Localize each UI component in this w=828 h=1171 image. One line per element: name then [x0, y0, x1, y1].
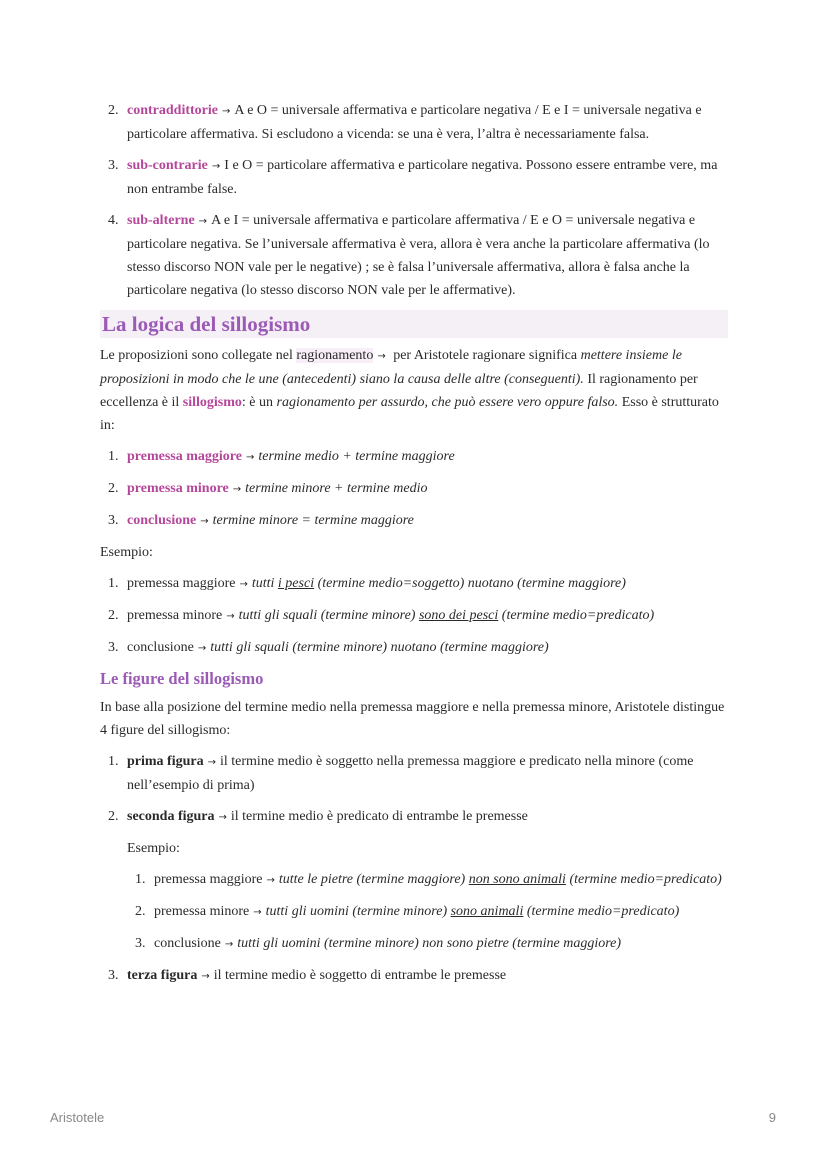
intro-text: per Aristotele ragionare significa	[389, 348, 581, 363]
intro-text: Le proposizioni sono collegate nel	[100, 348, 297, 363]
example-label: Esempio:	[100, 545, 153, 560]
list-number: 3.	[108, 968, 119, 983]
item-label: conclusione	[154, 936, 221, 951]
section-heading-sillogismo: La logica del sillogismo	[100, 310, 728, 338]
list-number: 3.	[135, 936, 146, 951]
underlined-term: non sono animali	[468, 872, 566, 887]
list-number: 4.	[108, 213, 119, 228]
list-number: 2.	[108, 481, 119, 496]
example-label: Esempio:	[127, 841, 180, 856]
desc-part: tutti gli uomini (termine minore) non sono pietre (termine maggiore)	[237, 936, 622, 951]
section-heading-figure: Le figure del sillogismo	[100, 669, 264, 688]
list-item	[100, 509, 728, 533]
desc-part: tutti	[251, 576, 278, 591]
arrow-icon: →	[226, 611, 235, 622]
list-number: 1.	[108, 576, 119, 591]
item-desc: il termine medio è soggetto nella premessa maggiore e predicato nella minore (come nell’esempio di prima)	[127, 754, 694, 793]
item-desc: il termine medio è predicato di entrambe le premesse	[230, 809, 528, 824]
list-item	[127, 868, 728, 892]
desc-part: (termine medio=predicato)	[498, 608, 655, 623]
list-item	[127, 900, 728, 924]
arrow-icon: →	[201, 971, 210, 982]
opposition-list	[100, 99, 728, 302]
list-item	[100, 636, 728, 660]
item-desc	[239, 608, 655, 623]
figures-list	[100, 750, 728, 988]
item-desc	[237, 936, 621, 951]
list-item	[100, 572, 728, 596]
term-prima-figura: prima figura	[127, 754, 204, 769]
arrow-icon: →	[232, 484, 242, 495]
list-number: 2.	[135, 904, 146, 919]
term-seconda-figura: seconda figura	[127, 809, 215, 824]
desc-part: tutte le pietre (termine maggiore)	[278, 872, 469, 887]
arrow-icon: →	[253, 907, 262, 918]
list-item	[127, 932, 728, 956]
intro-text: Esso è strutturato in:	[100, 395, 719, 433]
list-number: 1.	[108, 449, 119, 464]
item-label: premessa minore	[154, 904, 250, 919]
intro-emphasis: mettere insieme le proposizioni in modo che le une (antecedenti) siano la causa delle altre (conseguenti).	[100, 348, 682, 387]
item-desc: termine medio + termine maggiore	[258, 449, 455, 464]
term-sub-contrarie: sub-contrarie	[127, 158, 208, 173]
term-conclusione: conclusione	[127, 513, 197, 528]
list-item	[100, 964, 728, 988]
item-desc	[210, 640, 548, 655]
item-desc	[279, 872, 722, 887]
arrow-icon: →	[377, 351, 386, 362]
item-label: premessa maggiore	[127, 576, 236, 591]
arrow-icon: →	[218, 812, 227, 823]
intro-text: Il ragionamento per eccellenza è il	[100, 372, 698, 410]
desc-part: tutti gli squali (termine minore)	[238, 608, 419, 623]
arrow-icon: →	[221, 106, 231, 117]
item-text: A e O = universale affermativa e particolare negativa / E e I = universale negativa e particolare affermativa. Si escludono a vicenda: se una è vera, l’altra è necessariamente falsa.	[127, 103, 702, 142]
structure-list	[100, 445, 728, 533]
item-desc: termine minore = termine maggiore	[212, 513, 414, 528]
underlined-term: i pesci	[277, 576, 315, 591]
sillogismo-intro	[100, 344, 728, 437]
arrow-icon: →	[211, 161, 221, 172]
item-desc	[252, 576, 626, 591]
item-text: A e I = universale affermativa e particolare affermativa / E e O = universale negativa e particolare negativa. Se l’universale affermativa è vera, allora è vera anche la particolare affermativa (lo stesso discorso NON vale per le negative) ; se è falsa l’universale affermativa, allora è falsa anche la particolare negativa (lo stesso discorso NON vale per le affermative).	[127, 213, 710, 298]
arrow-icon: →	[224, 939, 234, 950]
list-item	[100, 750, 728, 797]
desc-part: (termine medio=predicato)	[523, 904, 680, 919]
list-item	[100, 477, 728, 501]
page-content	[100, 99, 728, 996]
arrow-icon: →	[266, 875, 275, 886]
desc-part: (termine medio=soggetto) nuotano (termine maggiore)	[314, 576, 626, 591]
desc-part: (termine medio=predicato)	[565, 872, 722, 887]
term-premessa-minore: premessa minore	[127, 481, 229, 496]
arrow-icon: →	[207, 757, 216, 768]
item-label: premessa maggiore	[154, 872, 263, 887]
list-item	[100, 154, 728, 201]
term-sub-alterne: sub-alterne	[127, 213, 195, 228]
item-desc: il termine medio è soggetto di entrambe le premesse	[213, 968, 507, 983]
term-premessa-maggiore: premessa maggiore	[127, 449, 242, 464]
arrow-icon: →	[239, 579, 248, 590]
arrow-icon: →	[245, 452, 255, 463]
figure-intro: In base alla posizione del termine medio nella premessa maggiore e nella premessa minore, Aristotele distingue 4 figure del sillogismo:	[100, 700, 725, 738]
list-item	[100, 604, 728, 628]
item-desc: termine minore + termine medio	[245, 481, 428, 496]
nested-example-list	[127, 868, 728, 956]
intro-emphasis: ragionamento per assurdo, che può essere vero oppure falso.	[276, 395, 619, 410]
desc-part: tutti gli squali (termine minore) nuotano (termine maggiore)	[210, 640, 549, 655]
list-item	[100, 805, 728, 956]
list-item	[100, 209, 728, 302]
term-contraddittorie: contraddittorie	[127, 103, 218, 118]
highlight-ragionamento: ragionamento	[296, 348, 374, 363]
example-list	[100, 572, 728, 660]
arrow-icon: →	[198, 216, 208, 227]
item-desc	[266, 904, 680, 919]
term-terza-figura: terza figura	[127, 968, 198, 983]
list-number: 1.	[135, 872, 146, 887]
term-sillogismo: sillogismo	[182, 395, 242, 410]
list-number: 1.	[108, 754, 119, 769]
arrow-icon: →	[197, 643, 207, 654]
arrow-icon: →	[200, 516, 209, 527]
page-number: 9	[768, 1110, 776, 1125]
underlined-term: sono dei pesci	[418, 608, 499, 623]
list-number: 2.	[108, 608, 119, 623]
intro-text: : è un	[241, 395, 277, 410]
item-label: conclusione	[127, 640, 194, 655]
list-item	[100, 99, 728, 146]
list-number: 3.	[108, 158, 119, 173]
footer-title: Aristotele	[50, 1110, 105, 1125]
underlined-term: sono animali	[450, 904, 524, 919]
item-text: I e O = particolare affermativa e particolare negativa. Possono essere entrambe vere, ma non entrambe false.	[127, 158, 718, 197]
list-number: 3.	[108, 513, 119, 528]
list-number: 2.	[108, 103, 119, 118]
list-number: 2.	[108, 809, 119, 824]
list-number: 3.	[108, 640, 119, 655]
item-label: premessa minore	[127, 608, 223, 623]
desc-part: tutti gli uomini (termine minore)	[265, 904, 451, 919]
list-item	[100, 445, 728, 469]
nested-example	[127, 837, 728, 956]
